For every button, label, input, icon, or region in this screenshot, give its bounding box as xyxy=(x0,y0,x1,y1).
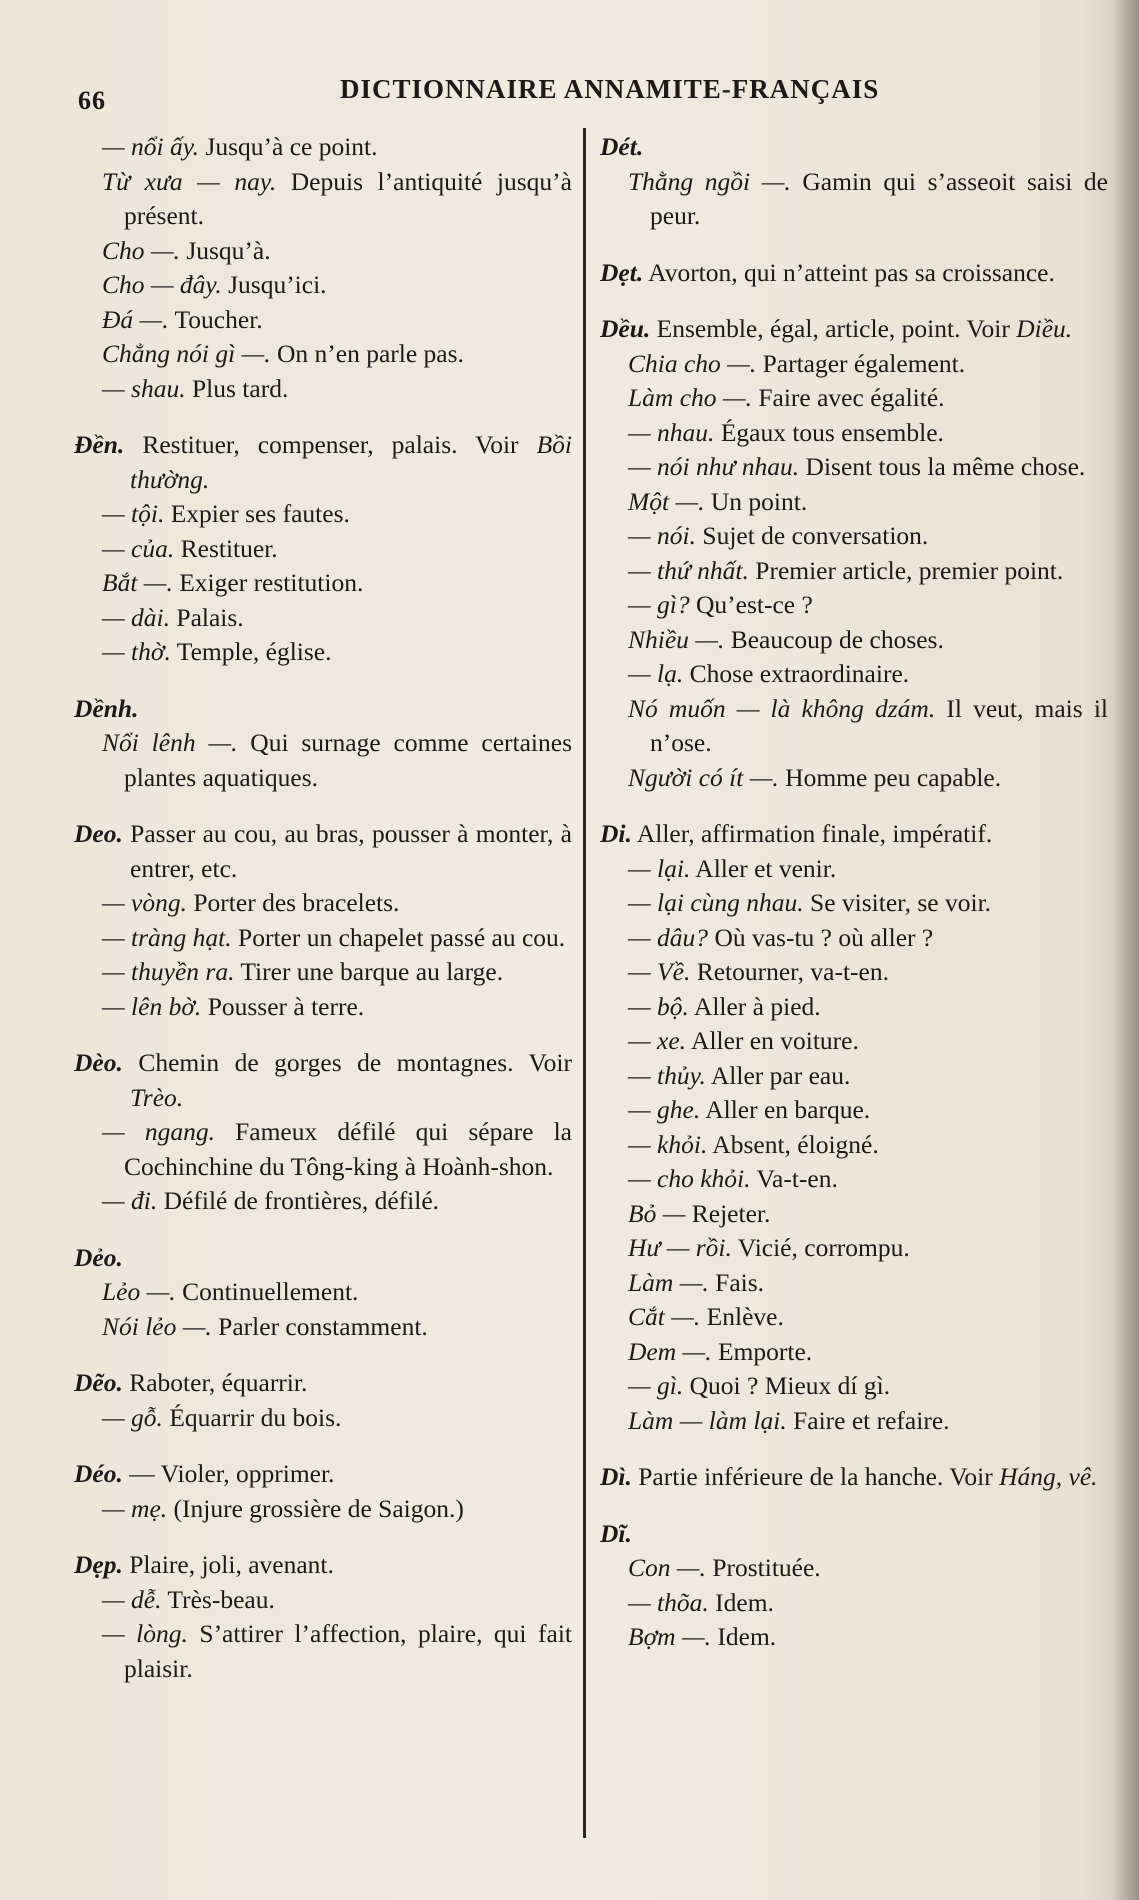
entry-subline xyxy=(600,165,1108,234)
entry-subline xyxy=(74,601,572,636)
vietnamese-phrase: — đi. xyxy=(102,1186,158,1215)
french-translation: Palais. xyxy=(170,602,244,632)
french-translation: Pousser à terre. xyxy=(201,991,365,1021)
entry-subline xyxy=(74,1310,572,1345)
vietnamese-phrase: Cho — đây. xyxy=(102,270,222,299)
french-translation: Absent, éloigné. xyxy=(707,1129,879,1159)
dictionary-entry xyxy=(74,1241,572,1345)
vietnamese-phrase: — nói. xyxy=(628,521,697,550)
entry-subline xyxy=(600,623,1108,658)
definition-text: Ensemble, égal, article, point. Voir xyxy=(650,314,1017,343)
vietnamese-phrase: — Về. xyxy=(628,957,691,986)
vietnamese-phrase: — nổi ấy. xyxy=(102,132,200,161)
french-translation: Tirer une barque au large. xyxy=(234,957,504,986)
french-translation: Aller en voiture. xyxy=(686,1026,859,1055)
entry-headline xyxy=(74,1241,572,1276)
entry-subline xyxy=(74,726,572,795)
vietnamese-phrase: — lại cùng nhau. xyxy=(628,888,804,917)
vietnamese-phrase: — tràng hạt. xyxy=(102,922,232,952)
headword: Deo. xyxy=(74,819,123,848)
headword: Dẹt. xyxy=(600,257,644,287)
vietnamese-phrase: — shau. xyxy=(102,373,186,403)
vietnamese-phrase: Chia cho —. xyxy=(628,348,757,378)
entry-subline xyxy=(600,1266,1108,1301)
entry-headline xyxy=(74,428,572,497)
vietnamese-phrase: — khỏi. xyxy=(628,1129,708,1159)
cross-reference: Trèo. xyxy=(130,1082,184,1112)
vietnamese-phrase: Bắt —. xyxy=(102,568,173,597)
headword: Dì. xyxy=(600,1462,632,1491)
french-translation: Partager également. xyxy=(756,348,966,378)
entry-headline xyxy=(74,817,572,886)
entry-subline xyxy=(600,692,1108,761)
french-translation: Fais. xyxy=(708,1267,765,1297)
entry-subline xyxy=(74,532,572,567)
entry-subline xyxy=(600,921,1108,956)
entry-subline xyxy=(600,1404,1108,1439)
dictionary-entry xyxy=(74,130,572,406)
vietnamese-phrase: — thờ. xyxy=(102,637,171,666)
dictionary-entry xyxy=(600,312,1108,795)
vietnamese-phrase: Con —. xyxy=(628,1553,706,1582)
french-translation: Il veut, mais il n’ose. xyxy=(650,693,1109,757)
french-translation: Jusqu’ici. xyxy=(221,270,327,299)
entry-subline xyxy=(600,1231,1108,1266)
entry-subline xyxy=(74,234,572,269)
entry-subline xyxy=(600,990,1108,1025)
french-translation: Parler constamment. xyxy=(211,1311,428,1341)
french-translation: Aller par eau. xyxy=(705,1060,851,1090)
entry-subline xyxy=(600,1620,1108,1655)
vietnamese-phrase: Làm —. xyxy=(628,1267,709,1297)
french-translation: Un point. xyxy=(704,486,808,516)
definition-text: — Violer, opprimer. xyxy=(122,1459,335,1488)
definition-text: Restituer, compenser, palais. Voir xyxy=(124,430,537,459)
definition-text: Raboter, équarrir. xyxy=(122,1368,308,1397)
vietnamese-phrase: — nhau. xyxy=(628,417,715,447)
vietnamese-phrase: — thứ nhất. xyxy=(628,555,749,585)
vietnamese-phrase: — tội. xyxy=(102,499,165,528)
definition-text: Partie inférieure de la hanche. Voir xyxy=(631,1462,1000,1491)
vietnamese-phrase: Nói lẻo —. xyxy=(102,1311,212,1341)
running-title: DICTIONNAIRE ANNAMITE-FRANÇAIS xyxy=(340,74,880,104)
vietnamese-phrase: — ngang. xyxy=(102,1117,215,1146)
vietnamese-phrase: — mẹ. xyxy=(102,1493,168,1523)
vietnamese-phrase: — dâu? xyxy=(628,922,709,952)
vietnamese-phrase: — dài. xyxy=(102,602,171,632)
french-translation: Jusqu’à ce point. xyxy=(199,132,378,161)
dictionary-entry xyxy=(74,692,572,796)
vietnamese-phrase: Một —. xyxy=(628,486,705,516)
headword: Dẹp. xyxy=(74,1550,123,1579)
vietnamese-phrase: Nhiều —. xyxy=(628,624,725,654)
entry-headline xyxy=(74,692,572,727)
entry-subline xyxy=(600,657,1108,692)
french-translation: Aller et venir. xyxy=(690,853,837,883)
entry-subline xyxy=(600,761,1108,796)
french-translation: Porter des bracelets. xyxy=(187,888,400,917)
french-translation: S’attirer l’affection, plaire, qui fait plaisir. xyxy=(124,1619,572,1683)
french-translation: Toucher. xyxy=(168,304,263,334)
french-translation: Fameux défilé qui sépare la Cochinchine du Tông-king à Hoành-shon. xyxy=(124,1117,572,1181)
entry-subline xyxy=(600,485,1108,520)
french-translation: Emporte. xyxy=(711,1336,813,1366)
vietnamese-phrase: — lại. xyxy=(628,853,691,883)
entry-subline xyxy=(600,554,1108,589)
entry-subline xyxy=(74,1184,572,1219)
entry-subline xyxy=(74,1617,572,1686)
vietnamese-phrase: — lạ. xyxy=(628,659,684,688)
vietnamese-phrase: Lẻo —. xyxy=(102,1277,176,1306)
headword: Dềnh. xyxy=(74,693,139,723)
entry-subline xyxy=(600,416,1108,451)
entry-subline xyxy=(74,337,572,372)
vietnamese-phrase: Nổi lênh —. xyxy=(102,728,238,757)
french-translation: On n’en parle pas. xyxy=(270,339,464,368)
entry-headline xyxy=(600,312,1108,347)
french-translation: Jusqu’à. xyxy=(179,235,271,265)
entry-subline xyxy=(600,886,1108,921)
vietnamese-phrase: Bỏ — xyxy=(628,1198,686,1228)
french-translation: Beaucoup de choses. xyxy=(724,624,944,654)
entry-subline xyxy=(74,130,572,165)
entry-subline xyxy=(600,1128,1108,1163)
vietnamese-phrase: Thằng ngồi —. xyxy=(628,166,791,196)
vietnamese-phrase: Nó muốn — là không dzám. xyxy=(628,693,936,723)
headword: Dẽo. xyxy=(74,1368,123,1397)
entry-subline xyxy=(600,1369,1108,1404)
headword: Đền. xyxy=(74,430,125,459)
entry-subline xyxy=(74,303,572,338)
vietnamese-phrase: Hư — rồi. xyxy=(628,1233,732,1262)
french-translation: (Injure grossière de Saigon.) xyxy=(167,1493,464,1523)
entry-headline xyxy=(74,1548,572,1583)
entry-subline xyxy=(600,955,1108,990)
dictionary-entry xyxy=(600,130,1108,234)
entry-subline xyxy=(74,497,572,532)
french-translation: Enlève. xyxy=(700,1302,784,1331)
entry-subline xyxy=(74,886,572,921)
entry-subline xyxy=(74,1401,572,1436)
cross-reference: Háng, vê. xyxy=(999,1462,1098,1491)
french-translation: Expier ses fautes. xyxy=(164,499,350,528)
definition-text: Aller, affirmation finale, impératif. xyxy=(631,819,993,848)
vietnamese-phrase: — lòng. xyxy=(102,1619,188,1648)
dictionary-entry xyxy=(74,1366,572,1435)
entry-subline xyxy=(600,1059,1108,1094)
dictionary-entry xyxy=(600,1460,1108,1495)
entry-subline xyxy=(600,588,1108,623)
dictionary-entry xyxy=(600,256,1108,291)
french-translation: Équarrir du bois. xyxy=(162,1402,342,1432)
entry-subline xyxy=(600,381,1108,416)
vietnamese-phrase: — gì. xyxy=(628,1371,684,1400)
definition-text: Chemin de gorges de montagnes. Voir xyxy=(122,1048,572,1077)
vietnamese-phrase: Dem —. xyxy=(628,1336,712,1366)
entry-subline xyxy=(74,372,572,407)
vietnamese-phrase: — thõa. xyxy=(628,1587,709,1617)
headword: Dét. xyxy=(600,132,644,161)
entry-subline xyxy=(74,955,572,990)
entry-subline xyxy=(600,1024,1108,1059)
vietnamese-phrase: — thủy. xyxy=(628,1060,706,1090)
entry-headline xyxy=(600,256,1108,291)
vietnamese-phrase: — vòng. xyxy=(102,888,187,917)
french-translation: Porter un chapelet passé au cou. xyxy=(231,922,566,952)
entry-subline xyxy=(74,1583,572,1618)
french-translation: Égaux tous ensemble. xyxy=(714,417,944,447)
french-translation: Qu’est-ce ? xyxy=(689,590,813,619)
vietnamese-phrase: Cắt —. xyxy=(628,1302,701,1331)
vietnamese-phrase: Cho —. xyxy=(102,235,180,265)
french-translation: Exiger restitution. xyxy=(172,568,364,597)
entry-subline xyxy=(74,1275,572,1310)
entry-headline xyxy=(74,1046,572,1115)
left-column xyxy=(74,130,572,1708)
vietnamese-phrase: — lên bờ. xyxy=(102,991,202,1021)
vietnamese-phrase: Bợm —. xyxy=(628,1622,712,1651)
french-translation: Idem. xyxy=(711,1622,777,1651)
french-translation: Se visiter, se voir. xyxy=(803,888,992,917)
dictionary-entry xyxy=(74,1457,572,1526)
french-translation: Défilé de frontières, défilé. xyxy=(157,1186,440,1215)
french-translation: Homme peu capable. xyxy=(778,762,1002,792)
page-header xyxy=(0,68,1139,115)
headword: Dèo. xyxy=(74,1048,123,1077)
entry-subline xyxy=(600,1586,1108,1621)
vietnamese-phrase: — xe. xyxy=(628,1026,687,1055)
entry-subline xyxy=(74,1115,572,1184)
column-divider xyxy=(583,128,586,1838)
vietnamese-phrase: — nói như nhau. xyxy=(628,452,800,481)
entry-subline xyxy=(600,852,1108,887)
entry-subline xyxy=(74,566,572,601)
french-translation: Restituer. xyxy=(174,533,278,563)
vietnamese-phrase: — ghe. xyxy=(628,1095,701,1124)
french-translation: Gamin qui s’asseoit saisi de peur. xyxy=(650,166,1108,230)
french-translation: Qui surnage comme certaines plantes aquatiques. xyxy=(124,728,573,792)
cross-reference: Diều. xyxy=(1016,314,1073,343)
definition-text: Plaire, joli, avenant. xyxy=(122,1550,334,1579)
entry-subline xyxy=(74,921,572,956)
vietnamese-phrase: — cho khỏi. xyxy=(628,1164,751,1193)
entry-subline xyxy=(600,1162,1108,1197)
vietnamese-phrase: — gỗ. xyxy=(102,1402,163,1432)
vietnamese-phrase: Làm cho —. xyxy=(628,383,752,412)
dictionary-entry xyxy=(74,428,572,670)
entry-headline xyxy=(600,817,1108,852)
right-column xyxy=(600,130,1108,1677)
definition-text: Passer au cou, au bras, pousser à monter, à entrer, etc. xyxy=(122,819,572,883)
cross-reference: Bồi thường. xyxy=(130,430,572,494)
vietnamese-phrase: Người có ít —. xyxy=(628,762,779,792)
french-translation: Depuis l’antiquité jusqu’à présent. xyxy=(124,166,572,230)
entry-subline xyxy=(600,1197,1108,1232)
vietnamese-phrase: Chẳng nói gì —. xyxy=(102,339,271,368)
headword: Di. xyxy=(600,819,632,848)
french-translation: Chose extraordinaire. xyxy=(683,659,910,688)
headword: Dều. xyxy=(600,314,651,343)
entry-subline xyxy=(600,1551,1108,1586)
dictionary-entry xyxy=(74,817,572,1024)
french-translation: Retourner, va-t-en. xyxy=(690,957,889,986)
vietnamese-phrase: — thuyền ra. xyxy=(102,957,235,986)
french-translation: Faire et refaire. xyxy=(786,1405,950,1435)
french-translation: Premier article, premier point. xyxy=(748,555,1064,585)
vietnamese-phrase: Từ xưa — nay. xyxy=(102,166,277,196)
french-translation: Vicié, corrompu. xyxy=(731,1233,910,1262)
page-number: 66 xyxy=(78,86,106,115)
french-translation: Plus tard. xyxy=(185,373,289,403)
headword: Dẻo. xyxy=(74,1242,123,1272)
french-translation: Prostituée. xyxy=(705,1553,821,1582)
french-translation: Quoi ? Mieux dí gì. xyxy=(683,1371,891,1400)
entry-headline xyxy=(600,130,1108,165)
french-translation: Va-t-en. xyxy=(750,1164,838,1193)
entry-subline xyxy=(600,1093,1108,1128)
vietnamese-phrase: — gì? xyxy=(628,590,690,619)
entry-subline xyxy=(600,1300,1108,1335)
entry-subline xyxy=(74,165,572,234)
french-translation: Temple, église. xyxy=(170,637,332,666)
french-translation: Très-beau. xyxy=(161,1584,275,1614)
french-translation: Aller à pied. xyxy=(688,991,821,1021)
dictionary-entry xyxy=(600,1517,1108,1655)
entry-subline xyxy=(74,1492,572,1527)
dictionary-entry xyxy=(74,1046,572,1219)
dictionary-entry xyxy=(74,1548,572,1686)
vietnamese-phrase: — bộ. xyxy=(628,991,689,1021)
entry-subline xyxy=(600,519,1108,554)
entry-headline xyxy=(600,1517,1108,1552)
french-translation: Disent tous la même chose. xyxy=(799,452,1086,481)
entry-subline xyxy=(600,347,1108,382)
french-translation: Idem. xyxy=(708,1587,774,1617)
entry-subline xyxy=(74,990,572,1025)
entry-headline xyxy=(74,1457,572,1492)
french-translation: Continuellement. xyxy=(175,1277,359,1306)
vietnamese-phrase: — dễ. xyxy=(102,1584,162,1614)
vietnamese-phrase: Làm — làm lại. xyxy=(628,1405,787,1435)
french-translation: Rejeter. xyxy=(685,1198,771,1228)
entry-headline xyxy=(74,1366,572,1401)
french-translation: Où vas-tu ? où aller ? xyxy=(708,922,934,952)
definition-text: Avorton, qui n’atteint pas sa croissance. xyxy=(643,257,1055,287)
french-translation: Faire avec égalité. xyxy=(751,383,945,412)
vietnamese-phrase: Đá —. xyxy=(102,304,169,334)
headword: Dĩ. xyxy=(600,1518,632,1548)
entry-subline xyxy=(74,268,572,303)
dictionary-entry xyxy=(600,817,1108,1438)
page-edge-shadow xyxy=(1113,0,1139,1900)
headword: Déo. xyxy=(74,1459,123,1488)
entry-subline xyxy=(600,450,1108,485)
entry-headline xyxy=(600,1460,1108,1495)
french-translation: Aller en barque. xyxy=(700,1095,871,1124)
french-translation: Sujet de conversation. xyxy=(696,521,929,550)
entry-subline xyxy=(600,1335,1108,1370)
vietnamese-phrase: — của. xyxy=(102,533,175,563)
entry-subline xyxy=(74,635,572,670)
